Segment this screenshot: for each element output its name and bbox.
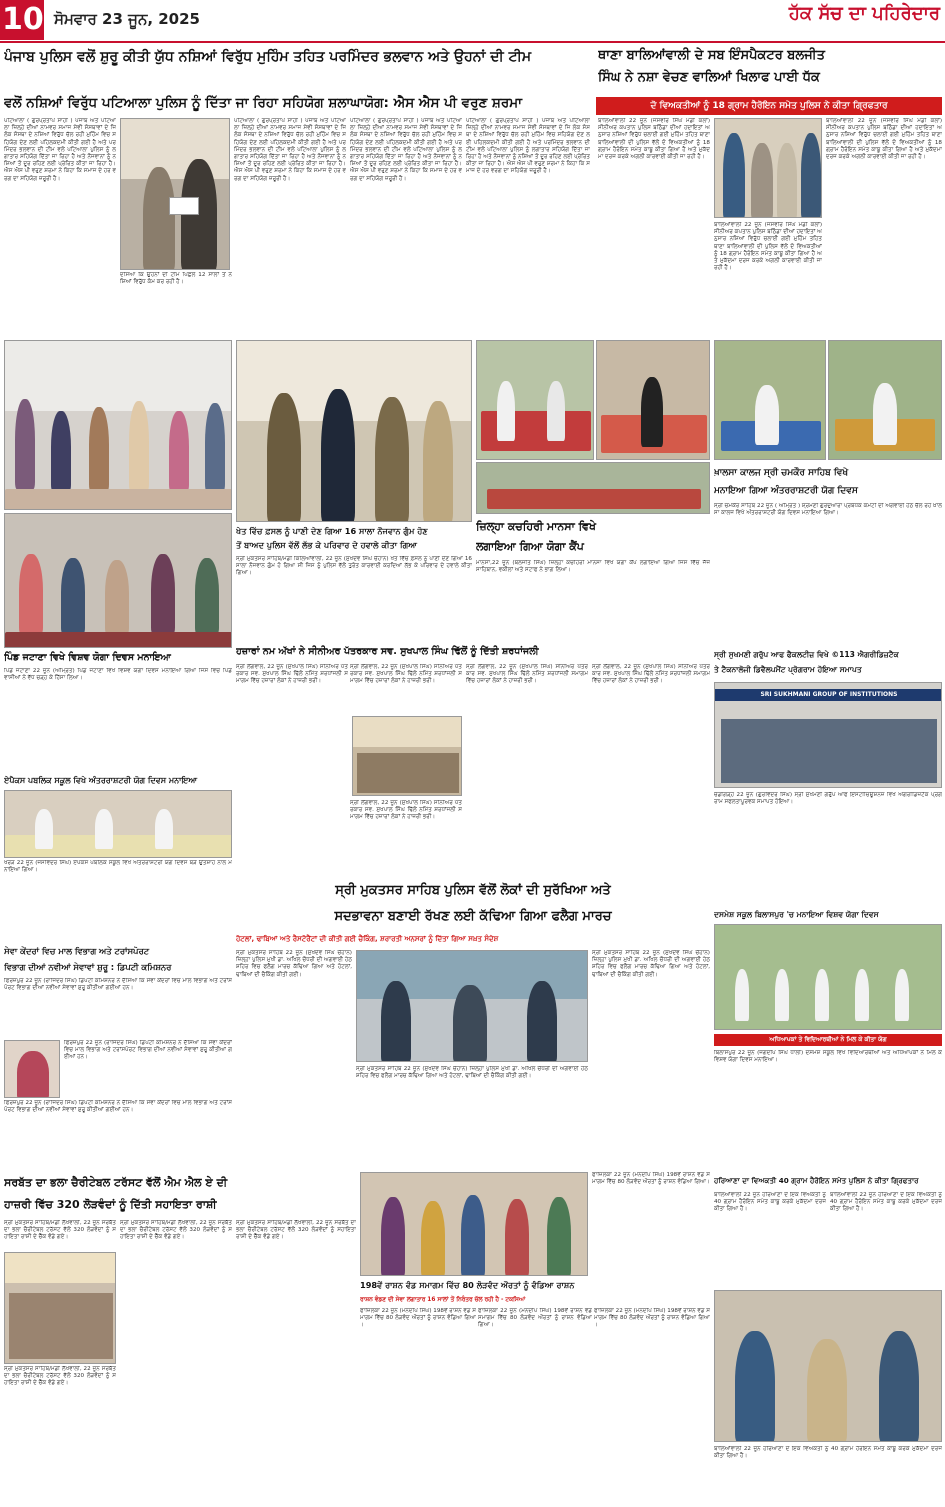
s5-college-yoga-photo-2 (828, 340, 942, 460)
s7-body-col1: ਸ੍ਰੀ ਲੌਂਗੋਵਾਲ, 22 ਜੂਨ (ਸੁਖਪਾਲ ਸਿੰਘ) ਸੀਨੀਅਰ ਪੱਤਰਕਾਰ ਸਵ. ਸੁਖਪਾਲ ਸਿੰਘ ਢਿੱਲੋਂ ਨਮਿੱਤ ਸ਼ਰਧਾਂਜਲੀ ਸਮਾਗਮ ਵਿੱਚ ਹਜ਼ਾਰਾਂ ਲੋਕਾਂ ਨੇ ਹਾਜ਼ਰੀ ਭਰੀ। (236, 664, 348, 685)
s8-body: ਚੰਡੀਗੜ੍ਹ 22 ਜੂਨ (ਗੁਰਵਿੰਦਰ ਸਿੰਘ) ਸ੍ਰੀ ਸੁਖਮਣੀ ਗਰੁੱਪ ਆਫ ਇੰਸਟੀਚਿਊਸ਼ਨਜ਼ ਵਿਖੇ ਐਗਰੀਡਿਜ਼ਟੈਕ ਪ੍ਰੋਗਰਾਮ ਸਫਲਤਾਪੂਰਵਕ ਸਮਾਪਤ ਹੋਇਆ। (714, 792, 942, 806)
s2-body-col3: ਬਾਲਿਆਂਵਾਲੀ 22 ਜੂਨ (ਜਸਵੀਰ ਸਿੰਘ ਮੰਡੀ ਕਲਾਂ) ਸੀਨੀਅਰ ਕਪਤਾਨ ਪੁਲਿਸ ਬਠਿੰਡਾ ਦੀਆਂ ਹਦਾਇਤਾਂ ਅਨੁਸਾਰ ਨਸ਼ਿਆਂ ਵਿਰੁੱਧ ਚਲਾਈ ਗਈ ਮੁਹਿੰਮ ਤਹਿਤ ਥਾਣਾ ਬਾਲਿਆਂਵਾਲੀ ਦੀ ਪੁਲਿਸ ਵੱਲੋਂ ਦੋ ਵਿਅਕਤੀਆਂ ਨੂੰ 18 ਗ੍ਰਾਮ ਹੈਰੋਇਨ ਸਮੇਤ ਕਾਬੂ ਕੀਤਾ ਗਿਆ ਹੈ ਅਤੇ ਮੁਕੱਦਮਾ ਦਰਜ ਕਰਕੇ ਅਗਲੀ ਕਾਰਵਾਈ ਕੀਤੀ ਜਾ ਰਹੀ ਹੈ। (826, 118, 942, 161)
s2-subhead-banner: ਦੋ ਵਿਅਕਤੀਆਂ ਨੂੰ 18 ਗ੍ਰਾਮ ਹੈਰੋਇਨ ਸਮੇਤ ਪੁਲਿਸ ਨੇ ਕੀਤਾ ਗ੍ਰਿਫਤਾਰ (596, 97, 942, 115)
s3-headline: ਖੇਤ ਵਿੱਚ ਫ਼ਸਲ ਨੂੰ ਪਾਣੀ ਦੇਣ ਗਿਆ 16 ਸਾਲਾ ਨੌਜਵਾਨ ਗੁੰਮ ਹੋਣ (236, 526, 428, 536)
s8-headline2: ਤੇ ਟੈਕਨਾਲੋਜੀ ਡਿਵੈਲਪਮੈਂਟ ਪ੍ਰੋਗਰਾਮ ਹੋਇਆ ਸਮਾਪਤ (714, 665, 862, 674)
s14-body-col0: ਫਾਜ਼ਿਲਕਾ 22 ਜੂਨ (ਮਨਦੀਪ ਸਿੰਘ) 198ਵੇਂ ਰਾਸ਼ਨ ਵੰਡ ਸਮਾਗਮ ਵਿੱਚ 80 ਲੋੜਵੰਦ ਔਰਤਾਂ ਨੂੰ ਰਾਸ਼ਨ ਵੰਡਿਆ ਗਿਆ। (592, 1172, 710, 1186)
s3-headline2: ਤੋਂ ਬਾਅਦ ਪੁਲਿਸ ਵੱਲੋਂ ਲੱਭ ਕੇ ਪਰਿਵਾਰ ਦੇ ਹਵਾਲੇ ਕੀਤਾ ਗਿਆ (236, 540, 418, 550)
page-number: 10 (2, 2, 44, 37)
s14-subhead: ਰਾਸ਼ਨ ਵੰਡਣ ਦੀ ਸੇਵਾ ਲਗਾਤਾਰ 16 ਸਾਲਾਂ ਤੋਂ ਨਿਰੰਤਰ ਚੱਲ ਰਹੀ ਹੈ - ਟਕਸਿਆਂ (360, 1297, 526, 1303)
s5-body: ਸ੍ਰੀ ਚਮਕੌਰ ਸਾਹਿਬ 22 ਜੂਨ ( ਅੰਮ੍ਰਿਤ ) ਸ਼੍ਰੋਮਣੀ ਗੁਰਦੁਆਰਾ ਪ੍ਰਬੰਧਕ ਕਮੇਟੀ ਦੀ ਅਗਵਾਈ ਹੇਠ ਚੱਲ ਰਹੇ ਖ਼ਾਲਸਾ ਕਾਲਜ ਵਿਖੇ ਅੰਤਰਰਾਸ਼ਟਰੀ ਯੋਗ ਦਿਵਸ ਮਨਾਇਆ ਗਿਆ। (714, 503, 942, 517)
brand-logo: ਹੱਕ ਸੱਚ ਦਾ ਪਹਿਰੇਦਾਰ (788, 3, 940, 24)
s14-ration-photo (360, 1172, 588, 1276)
s9-headline: ਏਪੈਕਸ ਪਬਲਿਕ ਸਕੂਲ ਵਿਖੇ ਅੰਤਰਰਾਸ਼ਟਰੀ ਯੋਗ ਦਿਵਸ ਮਨਾਇਆ (4, 776, 198, 785)
s1-body-col1: ਪਟਿਆਲਾ ( ਗੁਰਪ੍ਰਤਾਪ ਸਾਹੀ ) ਪੰਜਾਬ ਅਤੇ ਪਟਿਆਲਾ ਜ਼ਿਲ੍ਹੇ ਦੀਆਂ ਨਾਮਵਰ ਸਮਾਜ ਸੇਵੀ ਸੰਸਥਾਵਾਂ ਦੇ ਜਿ ਲੋਕ ਸੰਸਥਾ ਦੇ ਨਸ਼ਿਆਂ ਵਿਰੁੱਧ ਚੱਲ ਰਹੀ ਮੁਹਿੰਮ ਵਿਚ ਸਹਿਯੋਗ ਦੇਣ ਲਈ ਪਹਿਲਕਦਮੀ ਕੀਤੀ ਗਈ ਹੈ ਅਤੇ ਪਰਮਿੰਦਰ ਭਲਵਾਨ ਦੀ ਟੀਮ ਵਲੋਂ ਪਟਿਆਲਾ ਪੁਲਿਸ ਨੂੰ ਲਗਾਤਾਰ ਸਹਿਯੋਗ ਦਿੱਤਾ ਜਾ ਰਿਹਾ ਹੈ ਅਤੇ ਨੌਜਵਾਨਾਂ ਨੂੰ ਨਸ਼ਿਆਂ ਤੋਂ ਦੂਰ ਰਹਿਣ ਲਈ ਪ੍ਰੇਰਿਤ ਕੀਤਾ ਜਾ ਰਿਹਾ ਹੈ। ਐਸ ਐਸ ਪੀ ਵਰੁਣ ਸ਼ਰਮਾ ਨੇ ਕਿਹਾ ਕਿ ਸਮਾਜ ਦੇ ਹਰ ਵਰਗ ਦਾ ਸਹਿਯੋਗ ਜ਼ਰੂਰੀ ਹੈ। (4, 118, 116, 182)
s15-arrest-photo (714, 1290, 942, 1442)
s4-court-yoga-photo-1 (476, 340, 594, 460)
s13-headline: ਸਰਬੱਤ ਦਾ ਭਲਾ ਚੈਰੀਟੇਬਲ ਟਰੱਸਟ ਵੱਲੋਂ ਐਮ ਐਲ ਏ ਦੀ (4, 1176, 228, 1189)
s3-police-photo (236, 340, 472, 522)
s13-body-col3: ਸ੍ਰੀ ਮੁਕਤਸਰ ਸਾਹਿਬ/ਮੰਡੀ ਲੱਖੇਵਾਲੀ, 22 ਜੂਨ ਸਰਬੱਤ ਦਾ ਭਲਾ ਚੈਰੀਟੇਬਲ ਟਰੱਸਟ ਵੱਲੋਂ 320 ਲੋੜਵੰਦਾਂ ਨੂੰ ਸਹਾਇਤਾ ਰਾਸ਼ੀ ਦੇ ਚੈੱਕ ਵੰਡੇ ਗਏ। (236, 1220, 356, 1241)
s13-body-col2: ਸ੍ਰੀ ਮੁਕਤਸਰ ਸਾਹਿਬ/ਮੰਡੀ ਲੱਖੇਵਾਲੀ, 22 ਜੂਨ ਸਰਬੱਤ ਦਾ ਭਲਾ ਚੈਰੀਟੇਬਲ ਟਰੱਸਟ ਵੱਲੋਂ 320 ਲੋੜਵੰਦਾਂ ਨੂੰ ਸਹਾਇਤਾ ਰਾਸ਼ੀ ਦੇ ਚੈੱਕ ਵੰਡੇ ਗਏ। (120, 1220, 232, 1241)
s13-body-col1: ਸ੍ਰੀ ਮੁਕਤਸਰ ਸਾਹਿਬ/ਮੰਡੀ ਲੱਖੇਵਾਲੀ, 22 ਜੂਨ ਸਰਬੱਤ ਦਾ ਭਲਾ ਚੈਰੀਟੇਬਲ ਟਰੱਸਟ ਵੱਲੋਂ 320 ਲੋੜਵੰਦਾਂ ਨੂੰ ਸਹਾਇਤਾ ਰਾਸ਼ੀ ਦੇ ਚੈੱਕ ਵੰਡੇ ਗਏ। (4, 1220, 116, 1241)
s1-body-col3: ਪਟਿਆਲਾ ( ਗੁਰਪ੍ਰਤਾਪ ਸਾਹੀ ) ਪੰਜਾਬ ਅਤੇ ਪਟਿਆਲਾ ਜ਼ਿਲ੍ਹੇ ਦੀਆਂ ਨਾਮਵਰ ਸਮਾਜ ਸੇਵੀ ਸੰਸਥਾਵਾਂ ਦੇ ਜਿ ਲੋਕ ਸੰਸਥਾ ਦੇ ਨਸ਼ਿਆਂ ਵਿਰੁੱਧ ਚੱਲ ਰਹੀ ਮੁਹਿੰਮ ਵਿਚ ਸਹਿਯੋਗ ਦੇਣ ਲਈ ਪਹਿਲਕਦਮੀ ਕੀਤੀ ਗਈ ਹੈ ਅਤੇ ਪਰਮਿੰਦਰ ਭਲਵਾਨ ਦੀ ਟੀਮ ਵਲੋਂ ਪਟਿਆਲਾ ਪੁਲਿਸ ਨੂੰ ਲਗਾਤਾਰ ਸਹਿਯੋਗ ਦਿੱਤਾ ਜਾ ਰਿਹਾ ਹੈ ਅਤੇ ਨੌਜਵਾਨਾਂ ਨੂੰ ਨਸ਼ਿਆਂ ਤੋਂ ਦੂਰ ਰਹਿਣ ਲਈ ਪ੍ਰੇਰਿਤ ਕੀਤਾ ਜਾ ਰਿਹਾ ਹੈ। ਐਸ ਐਸ ਪੀ ਵਰੁਣ ਸ਼ਰਮਾ ਨੇ ਕਿਹਾ ਕਿ ਸਮਾਜ ਦੇ ਹਰ ਵਰਗ ਦਾ ਸਹਿਯੋਗ ਜ਼ਰੂਰੀ ਹੈ। (234, 118, 346, 182)
masthead-rule (0, 41, 945, 43)
s11-body-right: ਫਿਰੋਜ਼ਪੁਰ 22 ਜੂਨ (ਰਾਜਿੰਦਰ ਸਿੰਘ) ਡਿਪਟੀ ਕਮਿਸ਼ਨਰ ਨੇ ਦੱਸਿਆ ਕਿ ਸੇਵਾ ਕੇਂਦਰਾਂ ਵਿਚ ਮਾਲ ਵਿਭਾਗ ਅਤੇ ਟਰਾਂਸਪੋਰਟ ਵਿਭਾਗ ਦੀਆਂ ਨਵੀਆਂ ਸੇਵਾਵਾਂ ਸ਼ੁਰੂ ਕੀਤੀਆਂ ਗਈਆਂ ਹਨ। (64, 1040, 232, 1061)
s11-headline: ਸੇਵਾ ਕੇਂਦਰਾਂ ਵਿਚ ਮਾਲ ਵਿਭਾਗ ਅਤੇ ਟਰਾਂਸਪੋਰਟ (4, 946, 150, 956)
s12-red-tag: ਅਧਿਆਪਕਾਂ ਤੇ ਵਿਦਿਆਰਥੀਆਂ ਨੇ ਮਿਲ ਕੇ ਕੀਤਾ ਯੋਗ (714, 1034, 942, 1046)
s4-court-yoga-photo-3 (476, 462, 710, 514)
s9-school-yoga-photo (4, 790, 232, 858)
s4-body: ਮਾਨਸਾ,22 ਜੂਨ (ਬਲਜੀਤ ਸਿੰਘ) ਜ਼ਿਲ੍ਹਾ ਕਚਹਿਰੀ ਮਾਨਸਾ ਵਿਖੇ ਯੋਗਾ ਕੈਂਪ ਲਗਾਇਆ ਗਿਆ ਜਿਸ ਵਿੱਚ ਜੱਜ ਸਾਹਿਬਾਨ, ਵਕੀਲਾਂ ਅਤੇ ਸਟਾਫ ਨੇ ਭਾਗ ਲਿਆ। (476, 560, 710, 574)
s14-body-col1: ਫਾਜ਼ਿਲਕਾ 22 ਜੂਨ (ਮਨਦੀਪ ਸਿੰਘ) 198ਵੇਂ ਰਾਸ਼ਨ ਵੰਡ ਸਮਾਗਮ ਵਿੱਚ 80 ਲੋੜਵੰਦ ਔਰਤਾਂ ਨੂੰ ਰਾਸ਼ਨ ਵੰਡਿਆ ਗਿਆ। (360, 1308, 476, 1329)
s15-body-col2: ਬਾਲਿਆਂਵਾਲੀ 22 ਜੂਨ ਹਰਿਆਣਾ ਦੇ ਇਕ ਵਿਅਕਤੀ ਨੂੰ 40 ਗ੍ਰਾਮ ਹੈਰੋਇਨ ਸਮੇਤ ਕਾਬੂ ਕਰਕੇ ਮੁਕੱਦਮਾ ਦਰਜ ਕੀਤਾ ਗਿਆ ਹੈ। (830, 1192, 942, 1213)
s15-body-col1: ਬਾਲਿਆਂਵਾਲੀ 22 ਜੂਨ ਹਰਿਆਣਾ ਦੇ ਇਕ ਵਿਅਕਤੀ ਨੂੰ 40 ਗ੍ਰਾਮ ਹੈਰੋਇਨ ਸਮੇਤ ਕਾਬੂ ਕਰਕੇ ਮੁਕੱਦਮਾ ਦਰਜ ਕੀਤਾ ਗਿਆ ਹੈ। (714, 1192, 826, 1213)
s5-college-yoga-photo-1 (714, 340, 826, 460)
s8-headline: ਸ੍ਰੀ ਸੁਖਮਣੀ ਗਰੁੱਪ ਆਫ ਫੈਕਲਟੀਜ਼ ਵਿਖੇ ©113 ਐਗਰੀਡਿਜ਼ਟੈਕ (714, 650, 899, 659)
s12-body: ਬਿਲਾਸਪੁਰ 22 ਜੂਨ (ਜਗਦੀਪ ਸਿੰਘ ਧਾਲੀ) ਦਸਮੇਸ਼ ਸਕੂਲ ਵਿਖੇ ਵਿਦਿਆਰਥੀਆਂ ਅਤੇ ਅਧਿਆਪਕਾਂ ਨੇ ਮਿਲ ਕੇ ਵਿਸ਼ਵ ਯੋਗਾ ਦਿਵਸ ਮਨਾਇਆ। (714, 1050, 942, 1064)
s7-body-col2: ਸ੍ਰੀ ਲੌਂਗੋਵਾਲ, 22 ਜੂਨ (ਸੁਖਪਾਲ ਸਿੰਘ) ਸੀਨੀਅਰ ਪੱਤਰਕਾਰ ਸਵ. ਸੁਖਪਾਲ ਸਿੰਘ ਢਿੱਲੋਂ ਨਮਿੱਤ ਸ਼ਰਧਾਂਜਲੀ ਸਮਾਗਮ ਵਿੱਚ ਹਜ਼ਾਰਾਂ ਲੋਕਾਂ ਨੇ ਹਾਜ਼ਰੀ ਭਰੀ। (350, 664, 462, 685)
s2-headline2: ਸਿੰਘ ਨੇ ਨਸ਼ਾ ਵੇਚਣ ਵਾਲਿਆਂ ਖਿਲਾਫ ਪਾਈ ਧੱਕ (598, 70, 820, 85)
s4-court-yoga-photo-2 (596, 340, 710, 460)
s10-flag-march-photo (356, 950, 588, 1062)
s7-body-col5: ਸ੍ਰੀ ਲੌਂਗੋਵਾਲ, 22 ਜੂਨ (ਸੁਖਪਾਲ ਸਿੰਘ) ਸੀਨੀਅਰ ਪੱਤਰਕਾਰ ਸਵ. ਸੁਖਪਾਲ ਸਿੰਘ ਢਿੱਲੋਂ ਨਮਿੱਤ ਸ਼ਰਧਾਂਜਲੀ ਸਮਾਗਮ ਵਿੱਚ ਹਜ਼ਾਰਾਂ ਲੋਕਾਂ ਨੇ ਹਾਜ਼ਰੀ ਭਰੀ। (592, 664, 710, 685)
s10-body-col1: ਸ੍ਰੀ ਮੁਕਤਸਰ ਸਾਹਿਬ 22 ਜੂਨ (ਸੁਖਦੇਵ ਸਿੰਘ ਚੌਹਾਨ) ਜ਼ਿਲ੍ਹਾ ਪੁਲਿਸ ਮੁਖੀ ਡਾ. ਅਖਿਲ ਚੌਧਰੀ ਦੀ ਅਗਵਾਈ ਹੇਠ ਸ਼ਹਿਰ ਵਿਚ ਫਲੈਗ ਮਾਰਚ ਕੱਢਿਆ ਗਿਆ ਅਤੇ ਹੋਟਲਾਂ, ਢਾਬਿਆਂ ਦੀ ਚੈਕਿੰਗ ਕੀਤੀ ਗਈ। (236, 950, 352, 978)
s10-headline2: ਸਦਭਾਵਨਾ ਬਣਾਈ ਰੱਖਣ ਲਈ ਕੱਢਿਆ ਗਿਆ ਫਲੈਗ ਮਾਰਚ (334, 909, 612, 924)
s6-headline: ਪਿੰਡ ਜਟਾਣਾ ਵਿਖੇ ਵਿਸ਼ਵ ਯੋਗਾ ਦਿਵਸ ਮਨਾਇਆ (4, 652, 171, 663)
s1-body-col5: ਪਟਿਆਲਾ ( ਗੁਰਪ੍ਰਤਾਪ ਸਾਹੀ ) ਪੰਜਾਬ ਅਤੇ ਪਟਿਆਲਾ ਜ਼ਿਲ੍ਹੇ ਦੀਆਂ ਨਾਮਵਰ ਸਮਾਜ ਸੇਵੀ ਸੰਸਥਾਵਾਂ ਦੇ ਜਿ ਲੋਕ ਸੰਸਥਾ ਦੇ ਨਸ਼ਿਆਂ ਵਿਰੁੱਧ ਚੱਲ ਰਹੀ ਮੁਹਿੰਮ ਵਿਚ ਸਹਿਯੋਗ ਦੇਣ ਲਈ ਪਹਿਲਕਦਮੀ ਕੀਤੀ ਗਈ ਹੈ ਅਤੇ ਪਰਮਿੰਦਰ ਭਲਵਾਨ ਦੀ ਟੀਮ ਵਲੋਂ ਪਟਿਆਲਾ ਪੁਲਿਸ ਨੂੰ ਲਗਾਤਾਰ ਸਹਿਯੋਗ ਦਿੱਤਾ ਜਾ ਰਿਹਾ ਹੈ ਅਤੇ ਨੌਜਵਾਨਾਂ ਨੂੰ ਨਸ਼ਿਆਂ ਤੋਂ ਦੂਰ ਰਹਿਣ ਲਈ ਪ੍ਰੇਰਿਤ ਕੀਤਾ ਜਾ ਰਿਹਾ ਹੈ। ਐਸ ਐਸ ਪੀ ਵਰੁਣ ਸ਼ਰਮਾ ਨੇ ਕਿਹਾ ਕਿ ਸਮਾਜ ਦੇ ਹਰ ਵਰਗ ਦਾ ਸਹਿਯੋਗ ਜ਼ਰੂਰੀ ਹੈ। (466, 118, 590, 175)
s12-headline: ਦਸਮੇਸ਼ ਸਕੂਲ ਬਿਲਾਸਪੁਰ 'ਚ ਮਨਾਇਆ ਵਿਸ਼ਵ ਯੋਗਾ ਦਿਵਸ (714, 910, 879, 919)
s8-group-photo (714, 682, 942, 788)
s2-body-col2: ਬਾਲਿਆਂਵਾਲੀ 22 ਜੂਨ (ਜਸਵੀਰ ਸਿੰਘ ਮੰਡੀ ਕਲਾਂ) ਸੀਨੀਅਰ ਕਪਤਾਨ ਪੁਲਿਸ ਬਠਿੰਡਾ ਦੀਆਂ ਹਦਾਇਤਾਂ ਅਨੁਸਾਰ ਨਸ਼ਿਆਂ ਵਿਰੁੱਧ ਚਲਾਈ ਗਈ ਮੁਹਿੰਮ ਤਹਿਤ ਥਾਣਾ ਬਾਲਿਆਂਵਾਲੀ ਦੀ ਪੁਲਿਸ ਵੱਲੋਂ ਦੋ ਵਿਅਕਤੀਆਂ ਨੂੰ 18 ਗ੍ਰਾਮ ਹੈਰੋਇਨ ਸਮੇਤ ਕਾਬੂ ਕੀਤਾ ਗਿਆ ਹੈ ਅਤੇ ਮੁਕੱਦਮਾ ਦਰਜ ਕਰਕੇ ਅਗਲੀ ਕਾਰਵਾਈ ਕੀਤੀ ਜਾ ਰਹੀ ਹੈ। (714, 222, 822, 272)
s14-body-col2: ਫਾਜ਼ਿਲਕਾ 22 ਜੂਨ (ਮਨਦੀਪ ਸਿੰਘ) 198ਵੇਂ ਰਾਸ਼ਨ ਵੰਡ ਸਮਾਗਮ ਵਿੱਚ 80 ਲੋੜਵੰਦ ਔਰਤਾਂ ਨੂੰ ਰਾਸ਼ਨ ਵੰਡਿਆ ਗਿਆ। (478, 1308, 592, 1329)
s6-body: ਪਿੰਡ ਜਟਾਣਾ 22 ਜੂਨ (ਅੰਮ੍ਰਿਤ) ਪਿੰਡ ਜਟਾਣਾ ਵਿਖੇ ਵਿਸ਼ਵ ਯੋਗਾ ਦਿਵਸ ਮਨਾਇਆ ਗਿਆ ਜਿਸ ਵਿਚ ਪਿੰਡ ਵਾਸੀਆਂ ਨੇ ਵੱਧ ਚੜ੍ਹ ਕੇ ਹਿੱਸਾ ਲਿਆ। (4, 668, 232, 682)
s2-body-col1: ਬਾਲਿਆਂਵਾਲੀ 22 ਜੂਨ (ਜਸਵੀਰ ਸਿੰਘ ਮੰਡੀ ਕਲਾਂ) ਸੀਨੀਅਰ ਕਪਤਾਨ ਪੁਲਿਸ ਬਠਿੰਡਾ ਦੀਆਂ ਹਦਾਇਤਾਂ ਅਨੁਸਾਰ ਨਸ਼ਿਆਂ ਵਿਰੁੱਧ ਚਲਾਈ ਗਈ ਮੁਹਿੰਮ ਤਹਿਤ ਥਾਣਾ ਬਾਲਿਆਂਵਾਲੀ ਦੀ ਪੁਲਿਸ ਵੱਲੋਂ ਦੋ ਵਿਅਕਤੀਆਂ ਨੂੰ 18 ਗ੍ਰਾਮ ਹੈਰੋਇਨ ਸਮੇਤ ਕਾਬੂ ਕੀਤਾ ਗਿਆ ਹੈ ਅਤੇ ਮੁਕੱਦਮਾ ਦਰਜ ਕਰਕੇ ਅਗਲੀ ਕਾਰਵਾਈ ਕੀਤੀ ਜਾ ਰਹੀ ਹੈ। (598, 118, 710, 161)
s2-photo-arrest (714, 118, 822, 218)
s1-headline: ਪੰਜਾਬ ਪੁਲਿਸ ਵਲੋਂ ਸ਼ੁਰੂ ਕੀਤੀ ਯੁੱਧ ਨਸ਼ਿਆਂ ਵਿਰੁੱਧ ਮੁਹਿੰਮ ਤਹਿਤ ਪਰਮਿੰਦਰ ਭਲਵਾਨ ਅਤੇ ਉਹਨਾਂ ਦੀ ਟੀਮ (4, 49, 532, 65)
s13-headline2: ਹਾਜ਼ਰੀ ਵਿੱਚ 320 ਲੋੜਵੰਦਾਂ ਨੂੰ ਦਿੱਤੀ ਸਹਾਇਤਾ ਰਾਸ਼ੀ (4, 1198, 217, 1211)
s13-assistance-photo (4, 1252, 116, 1364)
s15-body-col3: ਬਾਲਿਆਂਵਾਲੀ 22 ਜੂਨ ਹਰਿਆਣਾ ਦੇ ਇਕ ਵਿਅਕਤੀ ਨੂੰ 40 ਗ੍ਰਾਮ ਹੈਰੋਇਨ ਸਮੇਤ ਕਾਬੂ ਕਰਕੇ ਮੁਕੱਦਮਾ ਦਰਜ ਕੀਤਾ ਗਿਆ ਹੈ। (714, 1446, 942, 1460)
s2-headline: ਥਾਣਾ ਬਾਲਿਆਂਵਾਲੀ ਦੇ ਸਬ ਇੰਸਪੈਕਟਰ ਬਲਜੀਤ (598, 48, 825, 63)
s14-headline: 198ਵੇਂ ਰਾਸ਼ਨ ਵੰਡ ਸਮਾਗਮ ਵਿੱਚ 80 ਲੋੜਵੰਦ ਔਰਤਾਂ ਨੂੰ ਵੰਡਿਆ ਰਾਸ਼ਨ (360, 1280, 575, 1290)
s14-body-col3: ਫਾਜ਼ਿਲਕਾ 22 ਜੂਨ (ਮਨਦੀਪ ਸਿੰਘ) 198ਵੇਂ ਰਾਸ਼ਨ ਵੰਡ ਸਮਾਗਮ ਵਿੱਚ 80 ਲੋੜਵੰਦ ਔਰਤਾਂ ਨੂੰ ਰਾਸ਼ਨ ਵੰਡਿਆ ਗਿਆ। (594, 1308, 710, 1329)
s1-body-col4: ਪਟਿਆਲਾ ( ਗੁਰਪ੍ਰਤਾਪ ਸਾਹੀ ) ਪੰਜਾਬ ਅਤੇ ਪਟਿਆਲਾ ਜ਼ਿਲ੍ਹੇ ਦੀਆਂ ਨਾਮਵਰ ਸਮਾਜ ਸੇਵੀ ਸੰਸਥਾਵਾਂ ਦੇ ਜਿ ਲੋਕ ਸੰਸਥਾ ਦੇ ਨਸ਼ਿਆਂ ਵਿਰੁੱਧ ਚੱਲ ਰਹੀ ਮੁਹਿੰਮ ਵਿਚ ਸਹਿਯੋਗ ਦੇਣ ਲਈ ਪਹਿਲਕਦਮੀ ਕੀਤੀ ਗਈ ਹੈ ਅਤੇ ਪਰਮਿੰਦਰ ਭਲਵਾਨ ਦੀ ਟੀਮ ਵਲੋਂ ਪਟਿਆਲਾ ਪੁਲਿਸ ਨੂੰ ਲਗਾਤਾਰ ਸਹਿਯੋਗ ਦਿੱਤਾ ਜਾ ਰਿਹਾ ਹੈ ਅਤੇ ਨੌਜਵਾਨਾਂ ਨੂੰ ਨਸ਼ਿਆਂ ਤੋਂ ਦੂਰ ਰਹਿਣ ਲਈ ਪ੍ਰੇਰਿਤ ਕੀਤਾ ਜਾ ਰਿਹਾ ਹੈ। ਐਸ ਐਸ ਪੀ ਵਰੁਣ ਸ਼ਰਮਾ ਨੇ ਕਿਹਾ ਕਿ ਸਮਾਜ ਦੇ ਹਰ ਵਰਗ ਦਾ ਸਹਿਯੋਗ ਜ਼ਰੂਰੀ ਹੈ। (350, 118, 462, 182)
s10-headline: ਸ੍ਰੀ ਮੁਕਤਸਰ ਸਾਹਿਬ ਪੁਲਿਸ ਵੱਲੋਂ ਲੋਕਾਂ ਦੀ ਸੁਰੱਖਿਆ ਅਤੇ (335, 883, 611, 898)
s10-body-col3: ਸ੍ਰੀ ਮੁਕਤਸਰ ਸਾਹਿਬ 22 ਜੂਨ (ਸੁਖਦੇਵ ਸਿੰਘ ਚੌਹਾਨ) ਜ਼ਿਲ੍ਹਾ ਪੁਲਿਸ ਮੁਖੀ ਡਾ. ਅਖਿਲ ਚੌਧਰੀ ਦੀ ਅਗਵਾਈ ਹੇਠ ਸ਼ਹਿਰ ਵਿਚ ਫਲੈਗ ਮਾਰਚ ਕੱਢਿਆ ਗਿਆ ਅਤੇ ਹੋਟਲਾਂ, ਢਾਬਿਆਂ ਦੀ ਚੈਕਿੰਗ ਕੀਤੀ ਗਈ। (592, 950, 710, 978)
s1-headline2: ਵਲੋਂ ਨਸ਼ਿਆਂ ਵਿਰੁੱਧ ਪਟਿਆਲਾ ਪੁਲਿਸ ਨੂੰ ਦਿੱਤਾ ਜਾ ਰਿਹਾ ਸਹਿਯੋਗ ਸ਼ਲਾਘਾਯੋਗ: ਐਸ ਐਸ ਪੀ ਵਰੁਣ ਸ਼ਰਮਾ (4, 95, 523, 111)
s13-body-col1b: ਸ੍ਰੀ ਮੁਕਤਸਰ ਸਾਹਿਬ/ਮੰਡੀ ਲੱਖੇਵਾਲੀ, 22 ਜੂਨ ਸਰਬੱਤ ਦਾ ਭਲਾ ਚੈਰੀਟੇਬਲ ਟਰੱਸਟ ਵੱਲੋਂ 320 ਲੋੜਵੰਦਾਂ ਨੂੰ ਸਹਾਇਤਾ ਰਾਸ਼ੀ ਦੇ ਚੈੱਕ ਵੰਡੇ ਗਏ। (4, 1366, 116, 1387)
s1-photo-officers (120, 118, 230, 270)
s10-body-col2: ਸ੍ਰੀ ਮੁਕਤਸਰ ਸਾਹਿਬ 22 ਜੂਨ (ਸੁਖਦੇਵ ਸਿੰਘ ਚੌਹਾਨ) ਜ਼ਿਲ੍ਹਾ ਪੁਲਿਸ ਮੁਖੀ ਡਾ. ਅਖਿਲ ਚੌਧਰੀ ਦੀ ਅਗਵਾਈ ਹੇਠ ਸ਼ਹਿਰ ਵਿਚ ਫਲੈਗ ਮਾਰਚ ਕੱਢਿਆ ਗਿਆ ਅਤੇ ਹੋਟਲਾਂ, ਢਾਬਿਆਂ ਦੀ ਚੈਕਿੰਗ ਕੀਤੀ ਗਈ। (356, 1066, 588, 1080)
s5-headline: ਖ਼ਾਲਸਾ ਕਾਲਜ ਸ੍ਰੀ ਚਮਕੌਰ ਸਾਹਿਬ ਵਿਖੇ (714, 468, 849, 478)
s7-body-col3: ਸ੍ਰੀ ਲੌਂਗੋਵਾਲ, 22 ਜੂਨ (ਸੁਖਪਾਲ ਸਿੰਘ) ਸੀਨੀਅਰ ਪੱਤਰਕਾਰ ਸਵ. ਸੁਖਪਾਲ ਸਿੰਘ ਢਿੱਲੋਂ ਨਮਿੱਤ ਸ਼ਰਧਾਂਜਲੀ ਸਮਾਗਮ ਵਿੱਚ ਹਜ਼ਾਰਾਂ ਲੋਕਾਂ ਨੇ ਹਾਜ਼ਰੀ ਭਰੀ। (350, 800, 462, 821)
s15-headline: ਹਰਿਆਣਾ ਦਾ ਵਿਅਕਤੀ 40 ਗ੍ਰਾਮ ਹੈਰੋਇਨ ਸਮੇਤ ਪੁਲਿਸ ਨੇ ਕੀਤਾ ਗ੍ਰਿਫਤਾਰ (714, 1176, 919, 1185)
s11-body-top: ਫਿਰੋਜ਼ਪੁਰ 22 ਜੂਨ (ਰਾਜਿੰਦਰ ਸਿੰਘ) ਡਿਪਟੀ ਕਮਿਸ਼ਨਰ ਨੇ ਦੱਸਿਆ ਕਿ ਸੇਵਾ ਕੇਂਦਰਾਂ ਵਿਚ ਮਾਲ ਵਿਭਾਗ ਅਤੇ ਟਰਾਂਸਪੋਰਟ ਵਿਭਾਗ ਦੀਆਂ ਨਵੀਆਂ ਸੇਵਾਵਾਂ ਸ਼ੁਰੂ ਕੀਤੀਆਂ ਗਈਆਂ ਹਨ। (4, 978, 232, 992)
s5-headline2: ਮਨਾਇਆ ਗਿਆ ਅੰਤਰਰਾਸ਼ਟਰੀ ਯੋਗ ਦਿਵਸ (714, 486, 858, 496)
s11-dc-photo (4, 1040, 60, 1098)
s1-caption: ਦਸਿਆ ਕਿ ਉਹਨਾਂ ਦੀ ਟੀਮ ਪਿਛਲੇ 12 ਸਾਲਾਂ ਤੋਂ ਨਸ਼ਿਆਂ ਵਿਰੁੱਧ ਕੰਮ ਕਰ ਰਹੀ ਹੈ। (120, 272, 232, 286)
s4-headline: ਜ਼ਿਲ੍ਹਾ ਕਚਹਿਰੀ ਮਾਨਸਾ ਵਿਖੇ (476, 520, 597, 533)
s7-gathering-photo (352, 716, 462, 796)
s6-yoga-photo-2 (4, 513, 232, 648)
date-line: ਸੋਮਵਾਰ 23 ਜੂਨ, 2025 (54, 10, 200, 28)
s3-body: ਸ੍ਰੀ ਮੁਕਤਸਰ ਸਾਹਿਬ/ਮੰਡੀ ਕਿਲਿਆਂਵਾਲੀ, 22 ਜੂਨ (ਸੁਖਦੇਵ ਸਿੰਘ ਚੌਹਾਨ) ਖੇਤ ਵਿੱਚ ਫ਼ਸਲ ਨੂੰ ਪਾਣੀ ਦੇਣ ਗਿਆ 16 ਸਾਲਾ ਨੌਜਵਾਨ ਗੁੰਮ ਹੋ ਗਿਆ ਸੀ ਜਿਸ ਨੂੰ ਪੁਲਿਸ ਵੱਲੋਂ ਤੁਰੰਤ ਕਾਰਵਾਈ ਕਰਦਿਆਂ ਲੱਭ ਕੇ ਪਰਿਵਾਰ ਦੇ ਹਵਾਲੇ ਕੀਤਾ ਗਿਆ। (236, 556, 472, 577)
s8-banner-text: SRI SUKHMANI GROUP OF INSTITUTIONS (715, 689, 942, 701)
s10-subhead-banner: ਹੋਟਲਾਂ, ਢਾਬਿਆਂ ਅਤੇ ਰੈਸਟੋਰੈਂਟਾਂ ਦੀ ਕੀਤੀ ਗਈ ਚੈਕਿੰਗ, ਸ਼ਰਾਰਤੀ ਅਨਸਰਾਂ ਨੂੰ ਦਿੱਤਾ ਗਿਆ ਸਖ਼ਤ ਸੰਦੇਸ਼ (236, 935, 499, 943)
s4-headline2: ਲਗਾਇਆ ਗਿਆ ਯੋਗਾ ਕੈਂਪ (476, 540, 584, 553)
s7-headline: ਹਜ਼ਾਰਾਂ ਨਮ ਅੱਖਾਂ ਨੇ ਸੀਨੀਅਰ ਪੱਤਰਕਾਰ ਸਵ. ਸੁਖਪਾਲ ਸਿੰਘ ਢਿੱਲੋਂ ਨੂੰ ਦਿੱਤੀ ਸ਼ਰਧਾਂਜਲੀ (236, 646, 539, 657)
s7-body-col4: ਸ੍ਰੀ ਲੌਂਗੋਵਾਲ, 22 ਜੂਨ (ਸੁਖਪਾਲ ਸਿੰਘ) ਸੀਨੀਅਰ ਪੱਤਰਕਾਰ ਸਵ. ਸੁਖਪਾਲ ਸਿੰਘ ਢਿੱਲੋਂ ਨਮਿੱਤ ਸ਼ਰਧਾਂਜਲੀ ਸਮਾਗਮ ਵਿੱਚ ਹਜ਼ਾਰਾਂ ਲੋਕਾਂ ਨੇ ਹਾਜ਼ਰੀ ਭਰੀ। (466, 664, 588, 685)
s11-headline2: ਵਿਭਾਗ ਦੀਆਂ ਨਵੀਆਂ ਸੇਵਾਵਾਂ ਸ਼ੁਰੂ : ਡਿਪਟੀ ਕਮਿਸ਼ਨਰ (4, 962, 172, 972)
s9-body: ਖਰੜ 22 ਜੂਨ (ਜਸਵਿੰਦਰ ਸਿੰਘ) ਏਪੈਕਸ ਪਬਲਿਕ ਸਕੂਲ ਵਿਖੇ ਅੰਤਰਰਾਸ਼ਟਰੀ ਯੋਗ ਦਿਵਸ ਬੜੇ ਉਤਸ਼ਾਹ ਨਾਲ ਮਨਾਇਆ ਗਿਆ। (4, 860, 232, 874)
s11-body-bottom: ਫਿਰੋਜ਼ਪੁਰ 22 ਜੂਨ (ਰਾਜਿੰਦਰ ਸਿੰਘ) ਡਿਪਟੀ ਕਮਿਸ਼ਨਰ ਨੇ ਦੱਸਿਆ ਕਿ ਸੇਵਾ ਕੇਂਦਰਾਂ ਵਿਚ ਮਾਲ ਵਿਭਾਗ ਅਤੇ ਟਰਾਂਸਪੋਰਟ ਵਿਭਾਗ ਦੀਆਂ ਨਵੀਆਂ ਸੇਵਾਵਾਂ ਸ਼ੁਰੂ ਕੀਤੀਆਂ ਗਈਆਂ ਹਨ। (4, 1100, 232, 1114)
s12-school-yoga-photo (714, 924, 942, 1030)
s6-yoga-photo-1 (4, 340, 232, 510)
